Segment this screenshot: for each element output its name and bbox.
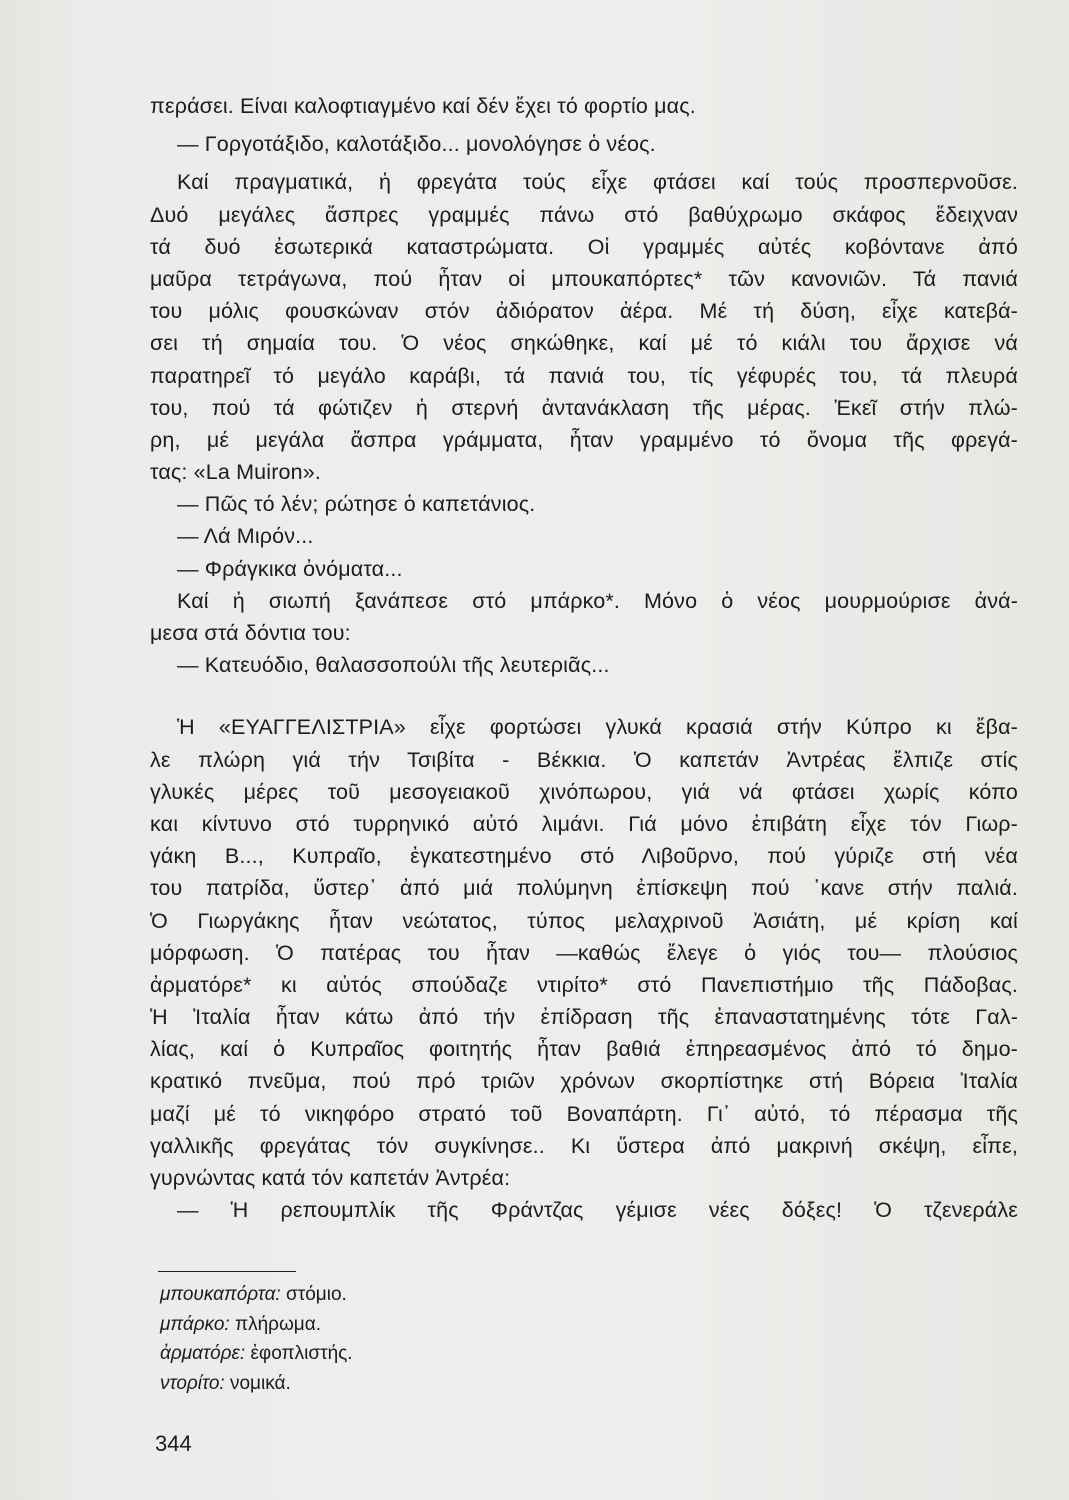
text-line: μαῦρα τετράγωνα, πού ἦταν οἱ μπουκαπόρτες* τῶν κανονιῶν. Τά πανιά bbox=[150, 266, 1018, 291]
footnote bbox=[160, 1310, 660, 1340]
text-line: — Ἡ ρεπουμπλίκ τῆς Φράντζας γέμισε νέες δόξες! Ὁ τζενεράλε bbox=[177, 1198, 1018, 1223]
text-line: λε πλώρη γιά τήν Τσιβίτα - Βέκκια. Ὁ καπετάν Ἀντρέας ἔλπιζε στίς bbox=[150, 747, 1018, 772]
text-line: — Κατευόδιο, θαλασσοπούλι τῆς λευτεριᾶς... bbox=[177, 653, 610, 678]
footnote-term: ἀρματόρε: bbox=[160, 1343, 246, 1364]
text-line: — Φράγκικα ὀνόματα... bbox=[177, 556, 403, 581]
footnote-definition: νομικά. bbox=[229, 1372, 291, 1394]
text-line: ρη, μέ μεγάλα ἄσπρα γράμματα, ἦταν γραμμένο τό ὄνομα τῆς φρεγά- bbox=[150, 427, 1018, 452]
footnote-term: ντορίτο: bbox=[160, 1372, 225, 1394]
text-line: — Λά Μιρόν... bbox=[177, 524, 314, 549]
text-line: του, πού τά φώτιζεν ἡ στερνή ἀντανάκλαση τῆς μέρας. Ἐκεῖ στήν πλώ- bbox=[150, 395, 1018, 420]
footnote-term: μπάρκο: bbox=[160, 1313, 230, 1335]
footnote-divider bbox=[158, 1271, 296, 1272]
footnote-definition: ἐφοπλιστής. bbox=[250, 1343, 353, 1364]
text-line: γλυκές μέρες τοῦ μεσογειακοῦ χινόπωρου, γιά νά φτάσει χωρίς κόπο bbox=[150, 779, 1018, 804]
text-line: Ὁ Γιωργάκης ἦταν νεώτατος, τύπος μελαχρινοῦ Ἀσιάτη, μέ κρίση καί bbox=[150, 908, 1018, 933]
text-line: Ἡ «ΕΥΑΓΓΕΛΙΣΤΡΙΑ» εἶχε φορτώσει γλυκά κρασιά στήν Κύπρο κι ἔβα- bbox=[177, 715, 1018, 740]
text-line: λίας, καί ὁ Κυπραῖος φοιτητής ἦταν βαθιά ἐπηρεασμένος ἀπό τό δημο- bbox=[150, 1037, 1018, 1062]
footnote bbox=[160, 1369, 660, 1399]
text-line: — Πῶς τό λέν; ρώτησε ὁ καπετάνιος. bbox=[177, 492, 536, 517]
footnote-definition: στόμιο. bbox=[285, 1284, 347, 1305]
text-line: γάκη Β..., Κυπραῖο, ἐγκατεστημένο στό Λιβοῦρνο, πού γύριζε στή νέα bbox=[150, 844, 1018, 869]
footnote-definition: πλήρωμα. bbox=[234, 1313, 322, 1335]
text-line: του μόλις φουσκώναν στόν ἀδιόρατον ἀέρα. Μέ τή δύση, εἶχε κατεβά- bbox=[150, 299, 1018, 324]
text-line: σει τή σημαία του. Ὁ νέος σηκώθηκε, καί μέ τό κιάλι του ἄρχισε νά bbox=[150, 331, 1018, 356]
text-line: και κίντυνο στό τυρρηνικό αὐτό λιμάνι. Γιά μόνο ἐπιβάτη εἶχε τόν Γιωρ- bbox=[150, 811, 1018, 836]
text-line: περάσει. Είναι καλοφτιαγμένο καί δέν ἔχει τό φορτίο μας. bbox=[150, 94, 696, 118]
text-line: μαζί μέ τό νικηφόρο στρατό τοῦ Βοναπάρτη. Γι᾽ αὐτό, τό πέρασμα τῆς bbox=[150, 1101, 1018, 1126]
text-line: γαλλικῆς φρεγάτας τόν συγκίνησε.. Κι ὕστερα ἀπό μακρινή σκέψη, εἶπε, bbox=[150, 1133, 1018, 1158]
text-line: Ἡ Ἰταλία ἦταν κάτω ἀπό τήν ἐπίδραση τῆς ἐπαναστατημένης τότε Γαλ- bbox=[150, 1005, 1018, 1030]
text-line: — Γοργοτάξιδο, καλοτάξιδο... μονολόγησε ὁ νέος. bbox=[177, 132, 656, 157]
footnote bbox=[160, 1339, 660, 1369]
footnote-term: μπουκαπόρτα: bbox=[160, 1284, 281, 1305]
text-line: Δυό μεγάλες ἄσπρες γραμμές πάνω στό βαθύχρωμο σκάφος ἔδειχναν bbox=[150, 202, 1018, 227]
text-line: του πατρίδα, ὕστερ᾽ ἀπό μιά πολύμηνη ἐπίσκεψη πού ᾽κανε στήν παλιά. bbox=[150, 876, 1018, 901]
text-line: τας: «La Muiron». bbox=[150, 460, 321, 485]
text-line: μεσα στά δόντια του: bbox=[150, 621, 351, 645]
text-line: Καί ἡ σιωπή ξανάπεσε στό μπάρκο*. Μόνο ὁ νέος μουρμούρισε ἀνά- bbox=[177, 588, 1018, 613]
footnotes bbox=[160, 1280, 660, 1398]
text-line: Καί πραγματικά, ἡ φρεγάτα τούς εἶχε φτάσει καί τούς προσπερνοῦσε. bbox=[177, 170, 1018, 195]
text-line: ἀρματόρε* κι αὐτός σπούδαζε ντιρίτο* στό Πανεπιστήμιο τῆς Πάδοβας. bbox=[150, 972, 1018, 997]
page-number: 344 bbox=[155, 1431, 192, 1456]
body-text bbox=[150, 90, 1018, 1226]
footnote bbox=[160, 1280, 660, 1310]
text-line: γυρνώντας κατά τόν καπετάν Ἀντρέα: bbox=[150, 1166, 511, 1190]
text-line: παρατηρεῖ τό μεγάλο καράβι, τά πανιά του, τίς γέφυρές του, τά πλευρά bbox=[150, 363, 1018, 388]
text-line: μόρφωση. Ὁ πατέρας του ἦταν —καθώς ἔλεγε ὁ γιός του— πλούσιος bbox=[150, 940, 1018, 965]
text-line: κρατικό πνεῦμα, πού πρό τριῶν χρόνων σκορπίστηκε στή Βόρεια Ἰταλία bbox=[150, 1069, 1018, 1094]
text-line: τά δυό ἐσωτερικά καταστρώματα. Οἱ γραμμές αὐτές κοβόντανε ἀπό bbox=[150, 234, 1018, 259]
